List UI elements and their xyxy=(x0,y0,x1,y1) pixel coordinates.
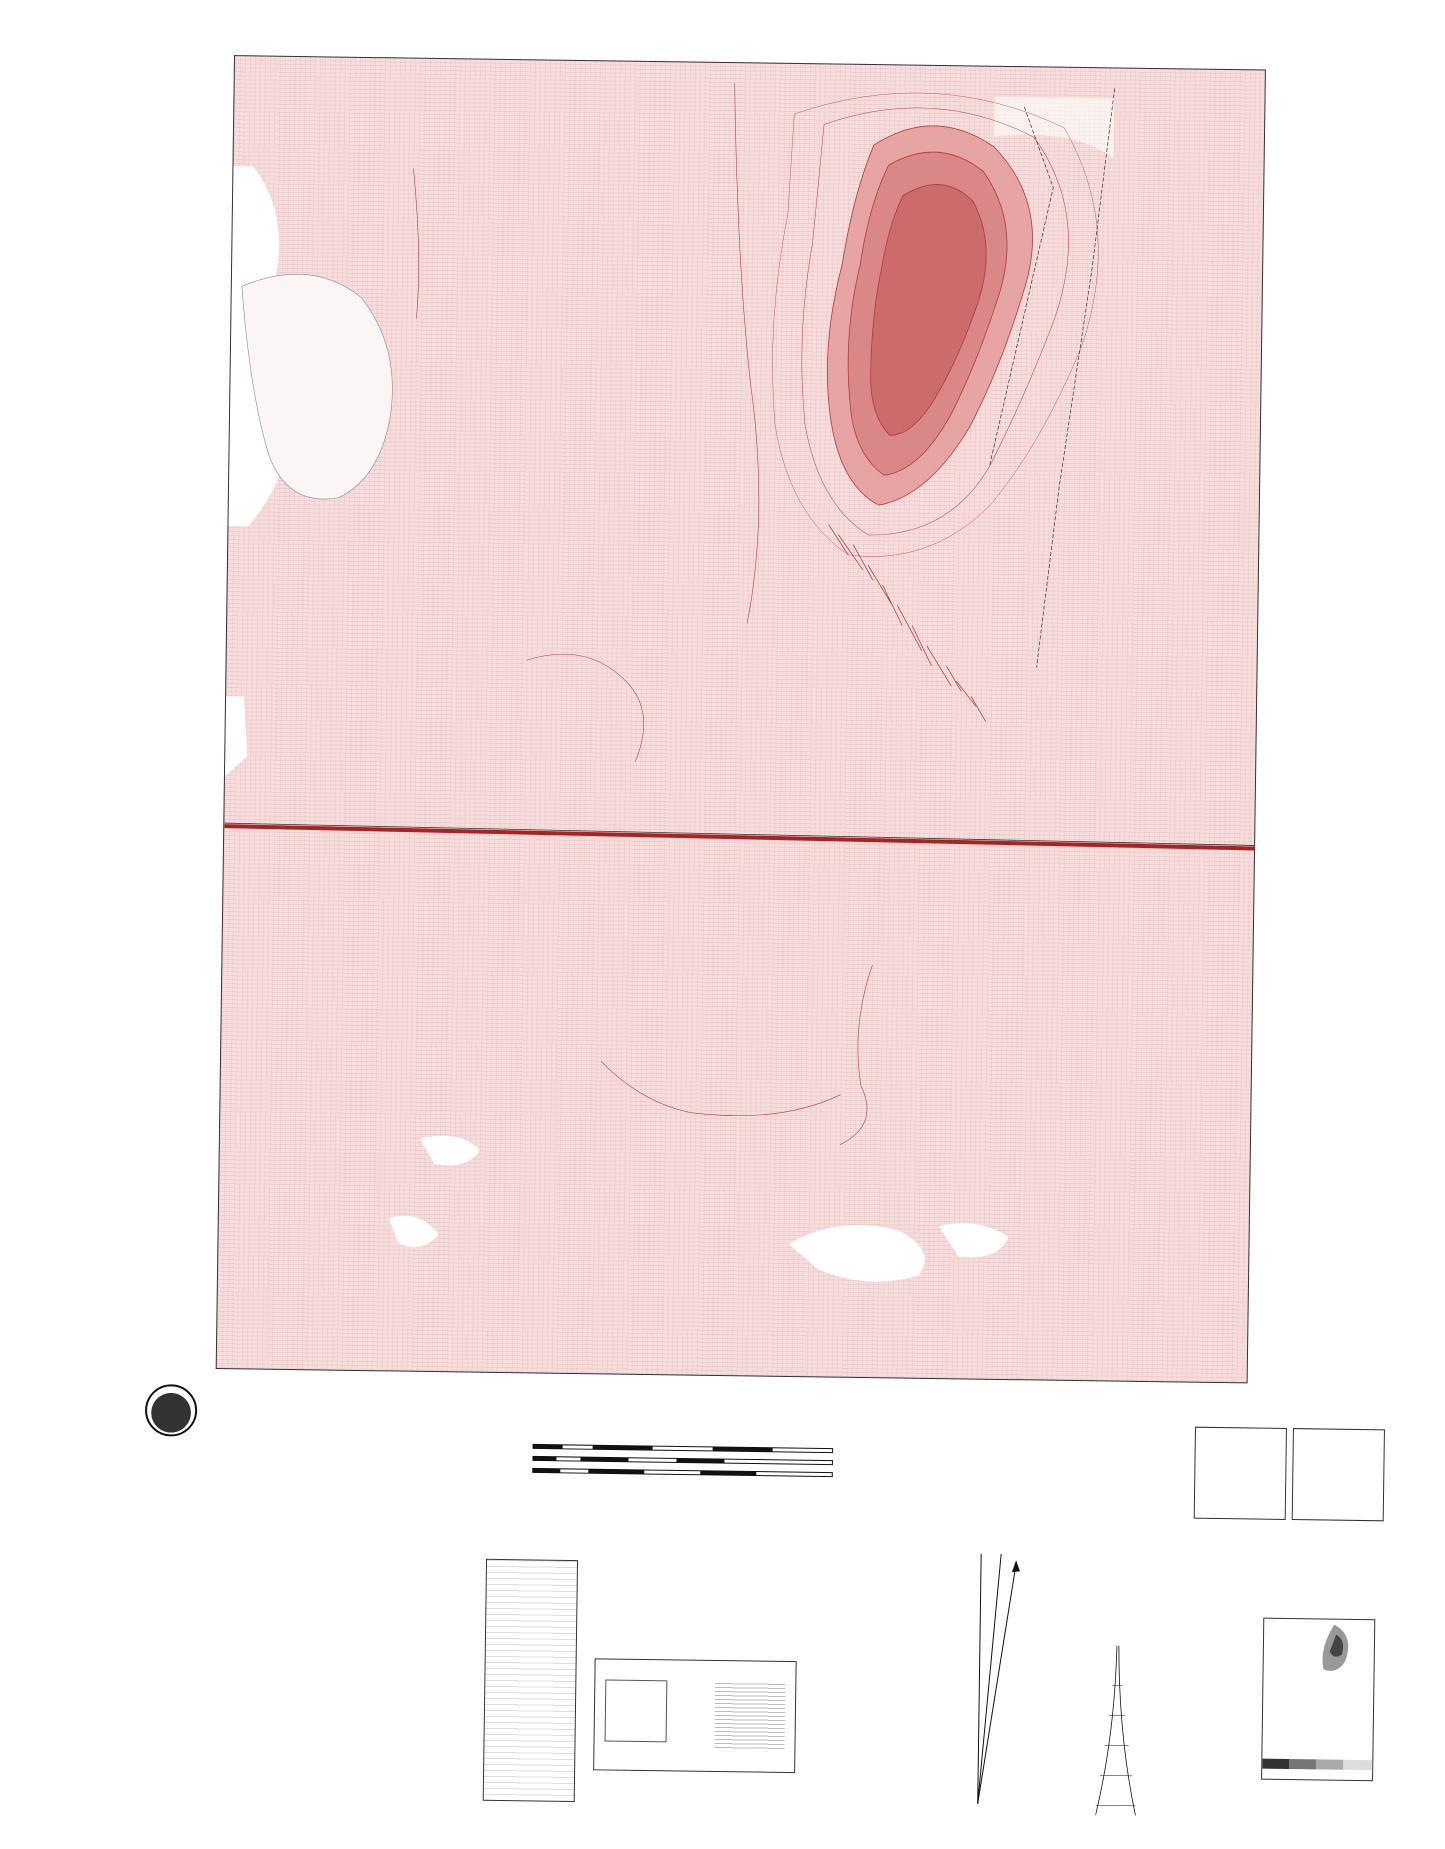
military-boundary-edge xyxy=(224,823,1254,845)
military-boundary-line xyxy=(224,826,1254,848)
grid-reference-box xyxy=(593,1658,797,1773)
elevation-guide-box xyxy=(1261,1618,1375,1782)
boundaries-box xyxy=(1194,1427,1287,1520)
dma-seal-icon xyxy=(145,1384,198,1437)
white-flat-edge xyxy=(225,696,248,776)
legend-right-column xyxy=(404,1496,574,1498)
top-easting-row xyxy=(13,0,1445,10)
sand-dunes-hatch xyxy=(826,524,989,721)
drainage-streams xyxy=(400,79,885,1145)
white-flat-sw xyxy=(388,1216,438,1248)
footer-title xyxy=(138,1796,167,1811)
datum-info xyxy=(596,1536,846,1539)
slope-guide-graph xyxy=(1096,1645,1138,1816)
white-flat-south xyxy=(788,1224,925,1282)
conversion-axis xyxy=(13,0,1445,10)
sale-notice xyxy=(640,1629,800,1631)
elevation-guide-map xyxy=(1262,1619,1374,1781)
adjoining-sheets-grid xyxy=(1292,1428,1385,1521)
wildcat-mountain-relief xyxy=(770,91,1101,560)
conversion-graph xyxy=(483,1559,578,1802)
prepared-by xyxy=(201,1383,441,1386)
white-flat-sw2 xyxy=(420,1135,480,1165)
map-body xyxy=(216,55,1266,1383)
white-flat-se xyxy=(938,1223,1008,1258)
sheet-info xyxy=(1052,51,1066,65)
scale-bars xyxy=(532,1442,842,1482)
declination-diagram xyxy=(938,1533,1052,1815)
white-flat-ne xyxy=(994,97,1115,159)
grid-square-diagram xyxy=(605,1679,668,1742)
map-graphics xyxy=(217,56,1265,1382)
legend-left-column xyxy=(170,1492,400,1495)
grid-reference-text-block xyxy=(714,1681,785,1752)
legend-notes xyxy=(177,1442,437,1446)
